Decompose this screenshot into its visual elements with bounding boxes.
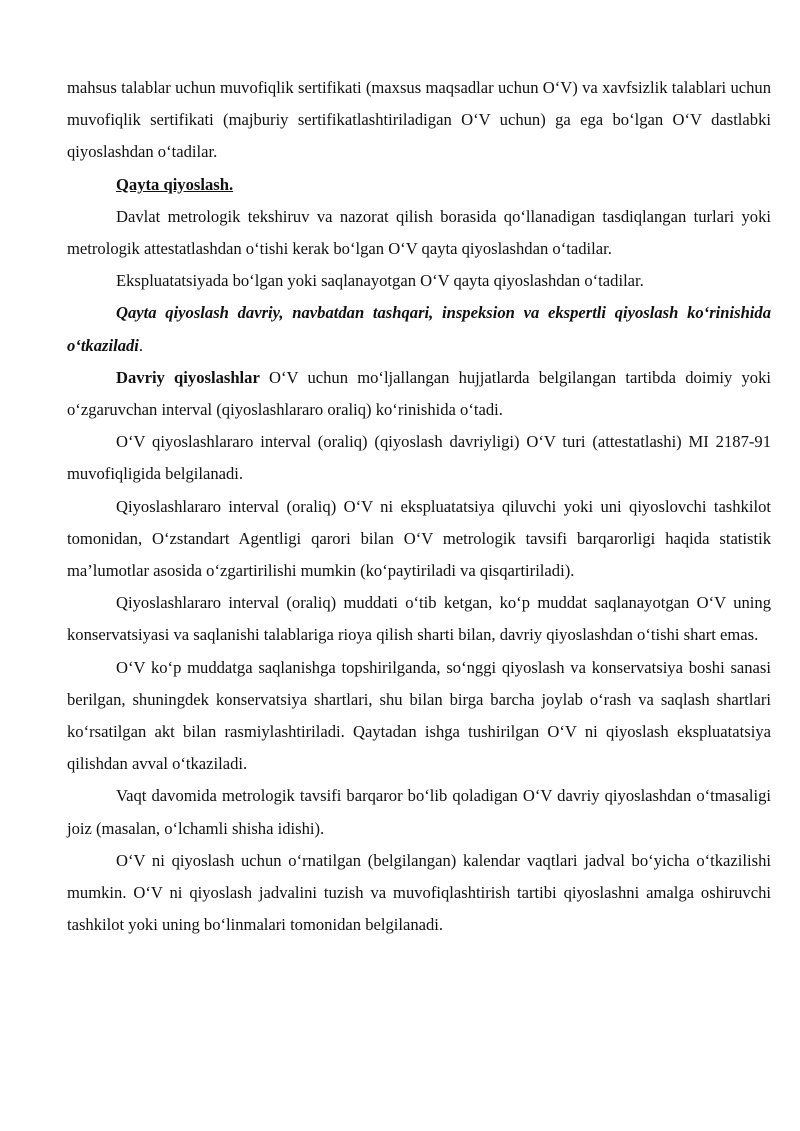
paragraph-expired-interval: Qiyoslashlararo interval (oraliq) muddati o‘tib ketgan, ko‘p muddat saqlanayotgan O‘V uning konservatsiyasi va saqlanishi talablariga rioya qilish sharti bilan, davriy qiyoslashdan o‘tishi shart emas.	[67, 593, 771, 645]
paragraph-interval-change: Qiyoslashlararo interval (oraliq) O‘V ni ekspluatatsiya qiluvchi yoki uni qiyoslovchi tashkilot tomonidan, O‘zstandart Agentligi qarori bilan O‘V metrologik tavsifi barqarorligi haqida statistik ma’lumotlar asosida o‘zgartirilishi mumkin (ko‘paytiriladi va qisqartiriladi).	[67, 496, 771, 581]
paragraph-long-storage: O‘V ko‘p muddatga saqlanishga topshirilganda, so‘nggi qiyoslash va konservatsiya boshi sanasi berilgan, shuningdek konservatsiya shartlari, shu bilan birga barcha joylab o‘rash va saqlash shartlari ko‘rsatilgan akt bilan rasmiylashtiriladi. Qaytadan ishga tushirilgan O‘V ni qiyoslash ekspluatatsiya qilishdan avval o‘tkaziladi.	[67, 657, 771, 774]
paragraph-stable-characteristics: Vaqt davomida metrologik tavsifi barqaror bo‘lib qoladigan O‘V davriy qiyoslashdan o‘tmasaligi joiz (masalan, o‘lchamli shisha idishi).	[67, 786, 771, 838]
section-heading: Qayta qiyoslash.	[116, 174, 234, 194]
paragraph-schedule: O‘V ni qiyoslash uchun o‘rnatilgan (belgilangan) kalendar vaqtlari jadval bo‘yicha o‘tkazilishi mumkin. O‘V ni qiyoslash jadvalini tuzish va muvofiqlashtirish tartibi qiyoslashni amalga oshiruvchi tashkilot yoki uning bo‘linmalari tomonidan belgilanadi.	[67, 850, 771, 935]
paragraph-interval-mi: O‘V qiyoslashlararo interval (oraliq) (qiyoslash davriyligi) O‘V turi (attestatlashi) MI 2187-91 muvofiqligida belgilanadi.	[67, 432, 771, 484]
paragraph-kinds-of-reverification	[67, 297, 771, 361]
paragraph-periodic-verification	[67, 362, 771, 426]
periodic-verification-term: Davriy qiyoslashlar	[116, 367, 260, 387]
emphasized-statement-end: .	[138, 335, 144, 355]
emphasized-statement: Qayta qiyoslash davriy, navbatdan tashqari, inspeksion va ekspertli qiyoslash ko‘rinishida o‘tkaziladi	[67, 303, 771, 355]
paragraph-state-control: Davlat metrologik tekshiruv va nazorat qilish borasida qo‘llanadigan tasdiqlangan turlari yoki metrologik attestatlashdan o‘tishi kerak bo‘lgan O‘V qayta qiyoslashdan o‘tadilar.	[67, 206, 771, 259]
paragraph-exploitation: Ekspluatatsiyada bo‘lgan yoki saqlanayotgan O‘V qayta qiyoslashdan o‘tadilar.	[116, 271, 644, 291]
periodic-verification-text: O‘V uchun mo‘ljallangan hujjatlarda belgilangan tartibda doimiy yoki o‘zgaruvchan interval (qiyoslashlararo oraliq) ko‘rinishida o‘tadi.	[67, 367, 771, 420]
document-page	[67, 72, 771, 941]
paragraph-intro: mahsus talablar uchun muvofiqlik sertifikati (maxsus maqsadlar uchun O‘V) va xavfsizlik talablari uchun muvofiqlik sertifikati (majburiy sertifikatlashtiriladigan O‘V uchun) ga ega bo‘lgan O‘V dastlabki qiyoslashdan o‘tadilar.	[67, 78, 771, 162]
section-heading-paragraph	[67, 169, 771, 201]
